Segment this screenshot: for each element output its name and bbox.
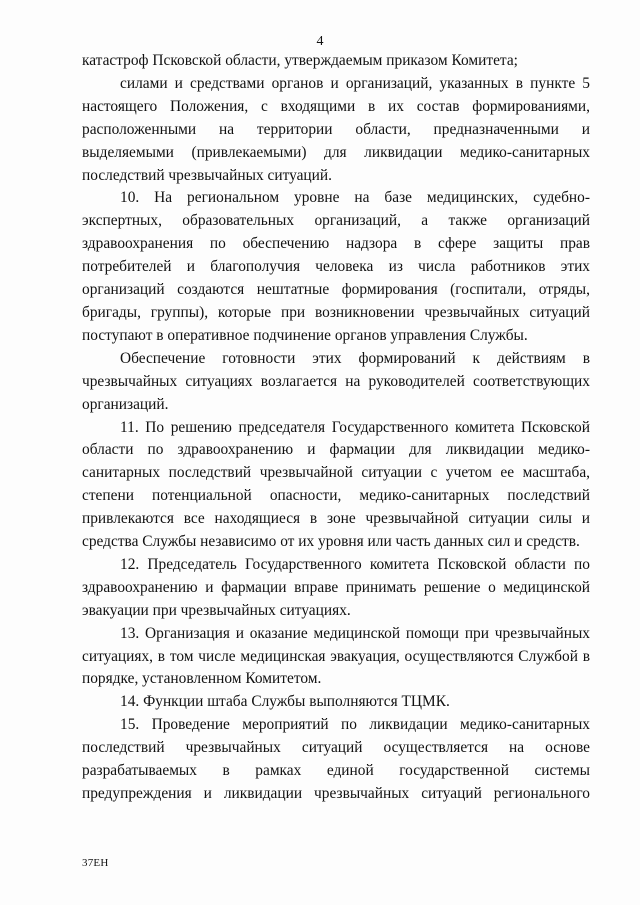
page-number: 4 xyxy=(316,34,324,49)
paragraph-5: 11. По решению председателя Государственного комитета Псковской области по здравоохранению и фармации для ликвидации медико-санитарных последствий чрезвычайной ситуации с учетом ее масштаба, степени потенциальной опасности, медико-санитарных последствий привлекаются все находящиеся в зоне чрезвычайной ситуации силы и средства Службы независимо от их уровня или часть данных сил и средств. xyxy=(82,418,590,551)
paragraph-3: 10. На региональном уровне на базе медицинских, судебно-экспертных, образовательных организаций, а также организаций здравоохранения по обеспечению надзора в сфере защиты прав потребителей и благополучия человека из числа работников этих организаций создаются нештатные формирования (госпитали, отряды, бригады, группы), которые при возникновении чрезвычайных ситуаций поступают в оперативное подчинение органов управления Службы. xyxy=(82,189,590,344)
paragraph-8: 14. Функции штаба Службы выполняются ТЦМК. xyxy=(120,693,450,711)
paragraph-7: 13. Организация и оказание медицинской помощи при чрезвычайных ситуациях, в том числе медицинская эвакуация, осуществляются Службой в порядке, установленном Комитетом. xyxy=(82,624,590,688)
document-body xyxy=(82,50,590,806)
paragraph-4: Обеспечение готовности этих формирований к действиям в чрезвычайных ситуациях возлагается на руководителей соответствующих организаций. xyxy=(82,349,590,413)
paragraph-2: силами и средствами органов и организаций, указанных в пункте 5 настоящего Положения, с входящими в их состав формированиями, расположенными на территории области, предназначенными и выделяемыми (привлекаемыми) для ликвидации медико-санитарных последствий чрезвычайных ситуаций. xyxy=(82,74,590,184)
paragraph-1: катастроф Псковской области, утверждаемым приказом Комитета; xyxy=(82,52,518,69)
paragraph-9: 15. Проведение мероприятий по ликвидации медико-санитарных последствий чрезвычайных ситуаций осуществляется на основе разрабатываемых в рамках единой государственной системы предупреждения и ликвидации чрезвычайных ситуаций регионального xyxy=(82,716,590,802)
footer-document-code: 37ЕН xyxy=(82,857,109,869)
paragraph-6: 12. Председатель Государственного комитета Псковской области по здравоохранению и фармации вправе принимать решение о медицинской эвакуации при чрезвычайных ситуациях. xyxy=(82,555,590,619)
